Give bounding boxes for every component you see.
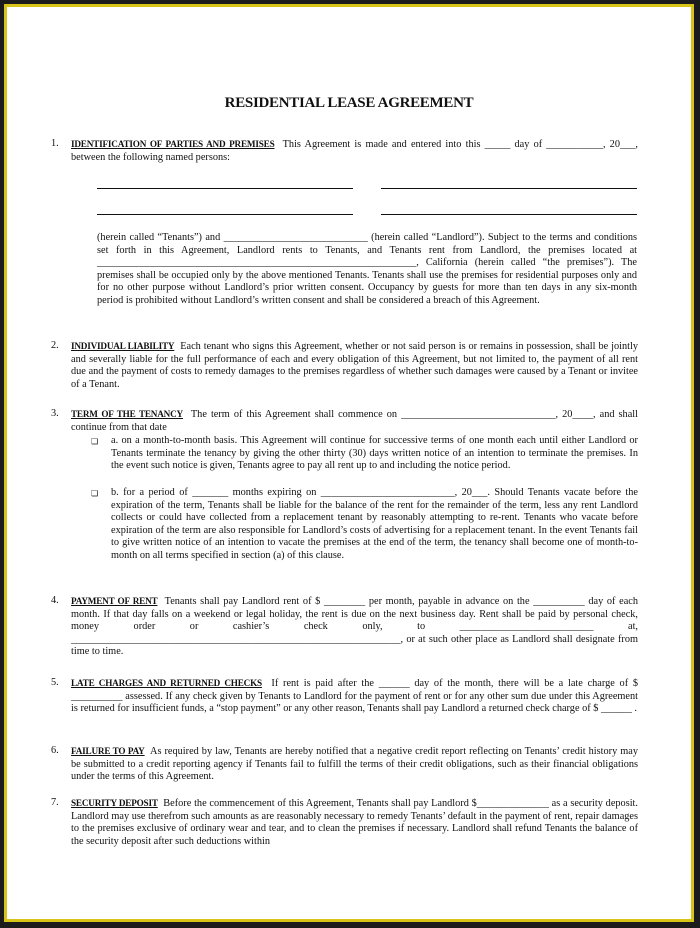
section-5 <box>51 677 638 716</box>
section-text: If rent is paid after the ______ day of the month, there will be a late charge of $ __________ assessed. If any check given by Tenants to Landlord for the payment of rent or for any other sum due under this Agreement is returned for insufficient funds, a “stop payment” or any other reason, Tenants shall pay Landlord a returned check charge of $ ______ . <box>71 678 638 715</box>
section-2 <box>51 340 638 391</box>
option-month-to-month <box>91 435 638 473</box>
section-heading: INDIVIDUAL LIABILITY <box>71 341 175 351</box>
section-3 <box>51 408 638 434</box>
document-frame <box>4 4 694 922</box>
section-6 <box>51 745 638 784</box>
section-text: (herein called “Tenants”) and ____________________________ (herein called “Landlord”). Subject to the terms and conditions set forth in this Agreement, Landlord rents to Tenants, and Tenants rent from Landlord, the premises located at ______________________________________________________________, California (herein called “the premises”). The premises shall be occupied only by the above mentioned Tenants. Tenants shall use the premises for residential purposes only and for no other purpose without Landlord’s prior written consent. Occupancy by guests for more than ten days in any six-month period is prohibited without Landlord’s written consent and shall be considered a breach of this Agreement. <box>97 232 637 306</box>
option-text: a. on a month-to-month basis. This Agreement will continue for successive terms of one month each until either Landlord or Tenants terminate the tenancy by giving the other thirty (30) days written notice of an intention to terminate the premises. In the event such notice is given, Tenants agree to pay all rent up to and including the notice period. <box>111 435 638 472</box>
tenant-signature-line-4 <box>381 214 637 215</box>
section-number: 3. <box>51 408 59 419</box>
section-number: 1. <box>51 138 59 149</box>
section-heading: TERM OF THE TENANCY <box>71 409 183 419</box>
section-heading: LATE CHARGES AND RETURNED CHECKS <box>71 678 262 688</box>
section-number: 7. <box>51 797 59 808</box>
option-text: b. for a period of _______ months expiring on __________________________, 20___. Should Tenants vacate before the expiration of the term, Tenants shall be liable for the balance of the rent for the remainder of the term, less any rent Landlord collects or could have collected from a replacement tenant by reasonably attempting to re-rent. Tenants who vacate before expiration of the term are also responsible for Landlord’s costs of advertising for a replacement tenant. In the event Tenants fail to give written notice of an intention to vacate the premises at the end of the term, the tenancy shall become one of month-to-month on all terms specified in section (a) of this clause. <box>111 487 638 561</box>
section-heading: SECURITY DEPOSIT <box>71 798 158 808</box>
section-text: Tenants shall pay Landlord rent of $ ________ per month, payable in advance on the __________ day of each month. If that day falls on a weekend or legal holiday, the rent is due on the next business day. Rent shall be paid by personal check, money order or cashier’s check only, to __________________________ at, ________________________________________________________________, or at such other place as Landlord shall designate from time to time. <box>71 596 638 658</box>
document-title: RESIDENTIAL LEASE AGREEMENT <box>224 95 474 111</box>
section-number: 6. <box>51 745 59 756</box>
section-heading: PAYMENT OF RENT <box>71 596 158 606</box>
section-1-continued <box>97 232 637 308</box>
section-1 <box>51 138 638 164</box>
document-page <box>19 7 679 919</box>
section-text: Before the commencement of this Agreement, Tenants shall pay Landlord $______________ as a security deposit. Landlord may use therefrom such amounts as are reasonably necessary to remedy Tenants’ default in the payment of rent, repair damages to the premises exclusive of ordinary wear and tear, and to clean the premises if necessary. Landlord shall refund Tenants the balance of the security deposit after such deductions within <box>71 798 638 847</box>
section-4 <box>51 595 638 659</box>
section-text: This Agreement is made and entered into this _____ day of ___________, 20___, between the following named persons: <box>71 139 638 163</box>
section-text: As required by law, Tenants are hereby notified that a negative credit report reflecting on Tenants’ credit history may be submitted to a credit reporting agency if Tenants fail to fulfill the terms of their credit obligations, such as their financial obligations under the terms of this Agreement. <box>71 746 638 783</box>
option-fixed-term <box>91 487 638 563</box>
section-text: Each tenant who signs this Agreement, whether or not said person is or remains in possession, shall be jointly and severally liable for the full performance of each and every obligation of this Agreement, but not limited to, the payment of all rent due and the payment of costs to remedy damages to the premises regardless of whether such damages were caused by a Tenant or invitee of a Tenant. <box>71 341 638 390</box>
section-7 <box>51 797 638 848</box>
section-heading: FAILURE TO PAY <box>71 746 145 756</box>
tenant-signature-line-3 <box>97 214 353 215</box>
checkbox-icon[interactable]: ❏ <box>91 437 99 446</box>
tenant-signature-line-1 <box>97 188 353 189</box>
tenant-signature-line-2 <box>381 188 637 189</box>
checkbox-icon[interactable]: ❏ <box>91 489 99 498</box>
section-number: 4. <box>51 595 59 606</box>
section-heading: IDENTIFICATION OF PARTIES AND PREMISES <box>71 139 275 149</box>
section-text: The term of this Agreement shall commence on ______________________________, 20____, and shall continue from that date <box>71 409 638 433</box>
section-number: 2. <box>51 340 59 351</box>
section-number: 5. <box>51 677 59 688</box>
